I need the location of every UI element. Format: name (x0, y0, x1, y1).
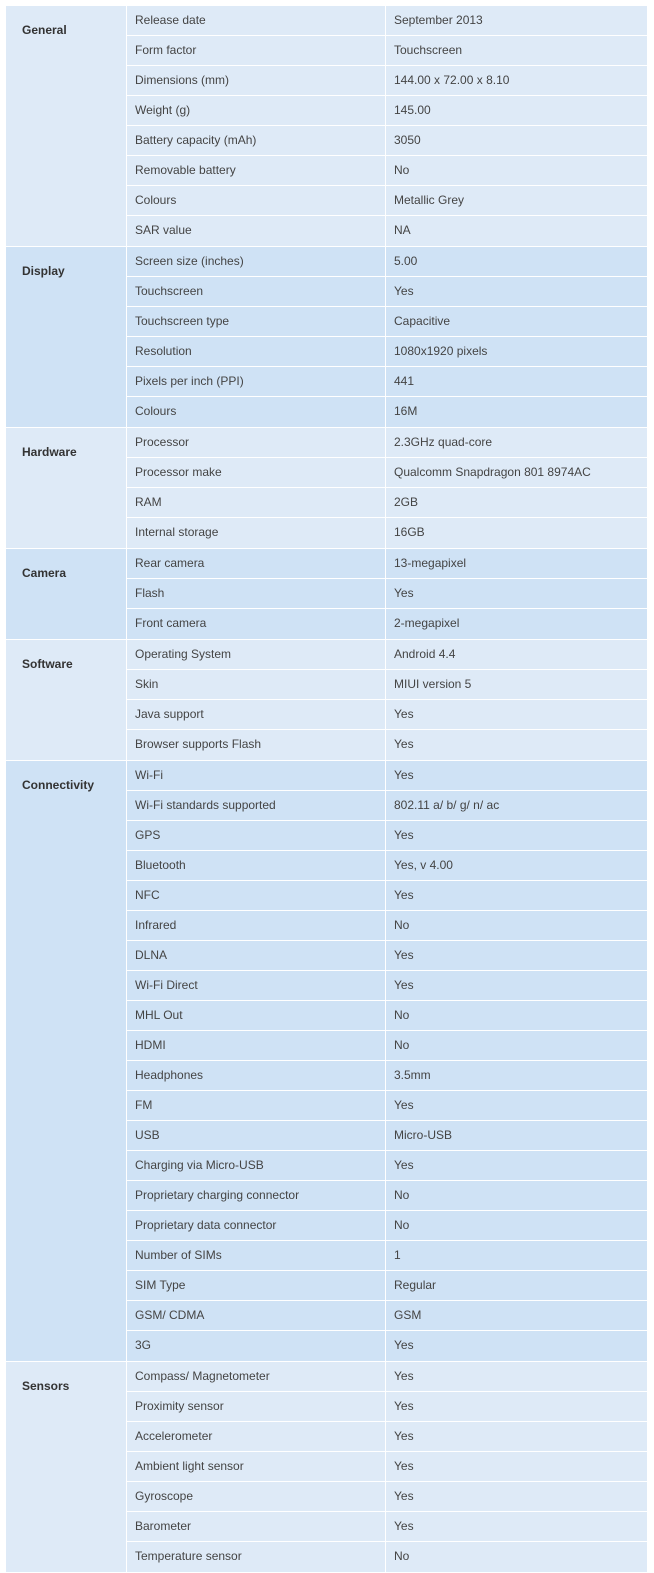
spec-label: Proprietary charging connector (127, 1181, 386, 1210)
spec-value: Regular (394, 1278, 437, 1292)
spec-label: Barometer (127, 1512, 386, 1541)
spec-label: Resolution (127, 337, 386, 366)
spec-label: Screen size (inches) (127, 247, 386, 276)
section-title: Hardware (6, 428, 127, 548)
spec-label: Bluetooth (127, 851, 386, 880)
spec-label: Java support (127, 700, 386, 729)
spec-label: NFC (127, 881, 386, 910)
spec-label: Flash (127, 579, 386, 608)
spec-value: No (394, 1008, 410, 1022)
spec-value: Yes (394, 1489, 414, 1503)
spec-value: Yes (394, 948, 414, 962)
spec-label: Gyroscope (127, 1482, 386, 1511)
section-title: General (6, 6, 127, 246)
table-row (127, 791, 647, 821)
spec-value: Micro-USB (394, 1128, 453, 1142)
spec-label: Removable battery (127, 156, 386, 185)
spec-value: 5.00 (394, 254, 418, 268)
table-row (127, 186, 647, 216)
spec-value: 3050 (394, 133, 421, 147)
spec-value: Yes, v 4.00 (394, 858, 453, 872)
spec-label: Ambient light sensor (127, 1452, 386, 1481)
table-row (127, 307, 647, 337)
spec-value: 16GB (394, 525, 425, 539)
table-row (127, 1542, 647, 1572)
table-row (127, 1181, 647, 1211)
table-row (127, 881, 647, 911)
spec-value: 802.11 a/ b/ g/ n/ ac (394, 798, 500, 812)
section-rows (127, 761, 647, 1361)
spec-label: Wi-Fi (127, 761, 386, 790)
spec-value: Yes (394, 1429, 414, 1443)
spec-label: Battery capacity (mAh) (127, 126, 386, 155)
spec-label: Rear camera (127, 549, 386, 578)
table-row (127, 1452, 647, 1482)
table-row (127, 216, 647, 246)
spec-value: No (394, 1188, 410, 1202)
spec-label: USB (127, 1121, 386, 1150)
spec-value: 3.5mm (394, 1068, 431, 1082)
section-title: Sensors (6, 1362, 127, 1572)
spec-label: Pixels per inch (PPI) (127, 367, 386, 396)
table-row (127, 156, 647, 186)
table-row (127, 518, 647, 548)
spec-value: Yes (394, 978, 414, 992)
spec-value: Yes (394, 1338, 414, 1352)
spec-section-software (6, 640, 647, 761)
table-row (127, 96, 647, 126)
spec-value: NA (394, 223, 411, 237)
spec-label: Operating System (127, 640, 386, 669)
table-row (127, 1091, 647, 1121)
table-row (127, 1331, 647, 1361)
table-row (127, 971, 647, 1001)
section-rows (127, 247, 647, 427)
spec-value: Yes (394, 1158, 414, 1172)
spec-value: Touchscreen (394, 43, 463, 57)
table-row (127, 579, 647, 609)
spec-value: September 2013 (394, 13, 483, 27)
spec-value: 1080x1920 pixels (394, 344, 488, 358)
spec-label: Internal storage (127, 518, 386, 548)
spec-value: Yes (394, 1519, 414, 1533)
table-row (127, 126, 647, 156)
spec-label: GPS (127, 821, 386, 850)
spec-value: No (394, 1218, 410, 1232)
table-row (127, 1392, 647, 1422)
table-row (127, 488, 647, 518)
spec-value: Yes (394, 1369, 414, 1383)
table-row (127, 1241, 647, 1271)
table-row (127, 941, 647, 971)
spec-value: No (394, 163, 410, 177)
spec-value: 2-megapixel (394, 616, 460, 630)
spec-section-hardware (6, 428, 647, 549)
spec-value: No (394, 1549, 410, 1563)
spec-value: 16M (394, 404, 418, 418)
spec-label: Colours (127, 397, 386, 427)
spec-value: Yes (394, 828, 414, 842)
spec-value: Yes (394, 1399, 414, 1413)
spec-value: Yes (394, 1459, 414, 1473)
section-title: Connectivity (6, 761, 127, 1361)
table-row (127, 1271, 647, 1301)
spec-value: 1 (394, 1248, 401, 1262)
spec-section-general (6, 6, 647, 247)
spec-value: 441 (394, 374, 415, 388)
table-row (127, 549, 647, 579)
spec-value: MIUI version 5 (394, 677, 472, 691)
spec-value: Yes (394, 888, 414, 902)
spec-label: 3G (127, 1331, 386, 1361)
spec-label: SAR value (127, 216, 386, 246)
spec-value: Yes (394, 707, 414, 721)
spec-label: Temperature sensor (127, 1542, 386, 1572)
table-row (127, 700, 647, 730)
table-row (127, 6, 647, 36)
spec-label: Colours (127, 186, 386, 215)
spec-value: Android 4.4 (394, 647, 456, 661)
table-row (127, 670, 647, 700)
spec-label: Wi-Fi standards supported (127, 791, 386, 820)
spec-value: Metallic Grey (394, 193, 465, 207)
table-row (127, 66, 647, 96)
spec-value: 2GB (394, 495, 419, 509)
spec-value: Yes (394, 768, 414, 782)
section-rows (127, 1362, 647, 1572)
spec-value: No (394, 918, 410, 932)
table-row (127, 911, 647, 941)
table-row (127, 821, 647, 851)
table-row (127, 1031, 647, 1061)
spec-label: Browser supports Flash (127, 730, 386, 760)
spec-value: 145.00 (394, 103, 431, 117)
spec-label: Form factor (127, 36, 386, 65)
table-row (127, 1482, 647, 1512)
spec-label: Front camera (127, 609, 386, 639)
table-row (127, 609, 647, 639)
spec-section-camera (6, 549, 647, 640)
spec-value: Qualcomm Snapdragon 801 8974AC (394, 465, 591, 479)
spec-label: HDMI (127, 1031, 386, 1060)
spec-value: Yes (394, 284, 414, 298)
spec-label: RAM (127, 488, 386, 517)
spec-value: 144.00 x 72.00 x 8.10 (394, 73, 510, 87)
spec-value: Yes (394, 586, 414, 600)
table-row (127, 1151, 647, 1181)
table-row (127, 36, 647, 66)
spec-label: Release date (127, 6, 386, 35)
section-rows (127, 6, 647, 246)
spec-label: FM (127, 1091, 386, 1120)
spec-label: Proprietary data connector (127, 1211, 386, 1240)
table-row (127, 1422, 647, 1452)
table-row (127, 1362, 647, 1392)
section-title: Camera (6, 549, 127, 639)
spec-section-display (6, 247, 647, 428)
table-row (127, 337, 647, 367)
spec-value: GSM (394, 1308, 422, 1322)
table-row (127, 851, 647, 881)
spec-label: Touchscreen (127, 277, 386, 306)
table-row (127, 367, 647, 397)
section-title: Software (6, 640, 127, 760)
spec-label: DLNA (127, 941, 386, 970)
table-row (127, 1211, 647, 1241)
spec-label: GSM/ CDMA (127, 1301, 386, 1330)
section-title: Display (6, 247, 127, 427)
table-row (127, 761, 647, 791)
spec-label: Touchscreen type (127, 307, 386, 336)
table-row (127, 247, 647, 277)
table-row (127, 1512, 647, 1542)
table-row (127, 458, 647, 488)
section-rows (127, 428, 647, 548)
table-row (127, 397, 647, 427)
table-row (127, 730, 647, 760)
spec-label: Dimensions (mm) (127, 66, 386, 95)
spec-label: Wi-Fi Direct (127, 971, 386, 1000)
table-row (127, 277, 647, 307)
spec-label: Accelerometer (127, 1422, 386, 1451)
spec-label: Weight (g) (127, 96, 386, 125)
spec-label: Headphones (127, 1061, 386, 1090)
spec-value: 2.3GHz quad-core (394, 435, 493, 449)
spec-section-connectivity (6, 761, 647, 1362)
spec-label: Processor (127, 428, 386, 457)
table-row (127, 1061, 647, 1091)
table-row (127, 1001, 647, 1031)
spec-value: Capacitive (394, 314, 451, 328)
spec-label: Charging via Micro-USB (127, 1151, 386, 1180)
spec-label: Proximity sensor (127, 1392, 386, 1421)
spec-label: Skin (127, 670, 386, 699)
table-row (127, 428, 647, 458)
spec-label: Compass/ Magnetometer (127, 1362, 386, 1391)
specs-table (6, 6, 647, 1573)
spec-label: MHL Out (127, 1001, 386, 1030)
spec-section-sensors (6, 1362, 647, 1573)
table-row (127, 1121, 647, 1151)
spec-label: Number of SIMs (127, 1241, 386, 1270)
table-row (127, 1301, 647, 1331)
spec-value: 13-megapixel (394, 556, 467, 570)
table-row (127, 640, 647, 670)
spec-value: No (394, 1038, 410, 1052)
section-rows (127, 640, 647, 760)
spec-value: Yes (394, 737, 414, 751)
section-rows (127, 549, 647, 639)
spec-value: Yes (394, 1098, 414, 1112)
spec-label: Processor make (127, 458, 386, 487)
spec-label: Infrared (127, 911, 386, 940)
spec-label: SIM Type (127, 1271, 386, 1300)
